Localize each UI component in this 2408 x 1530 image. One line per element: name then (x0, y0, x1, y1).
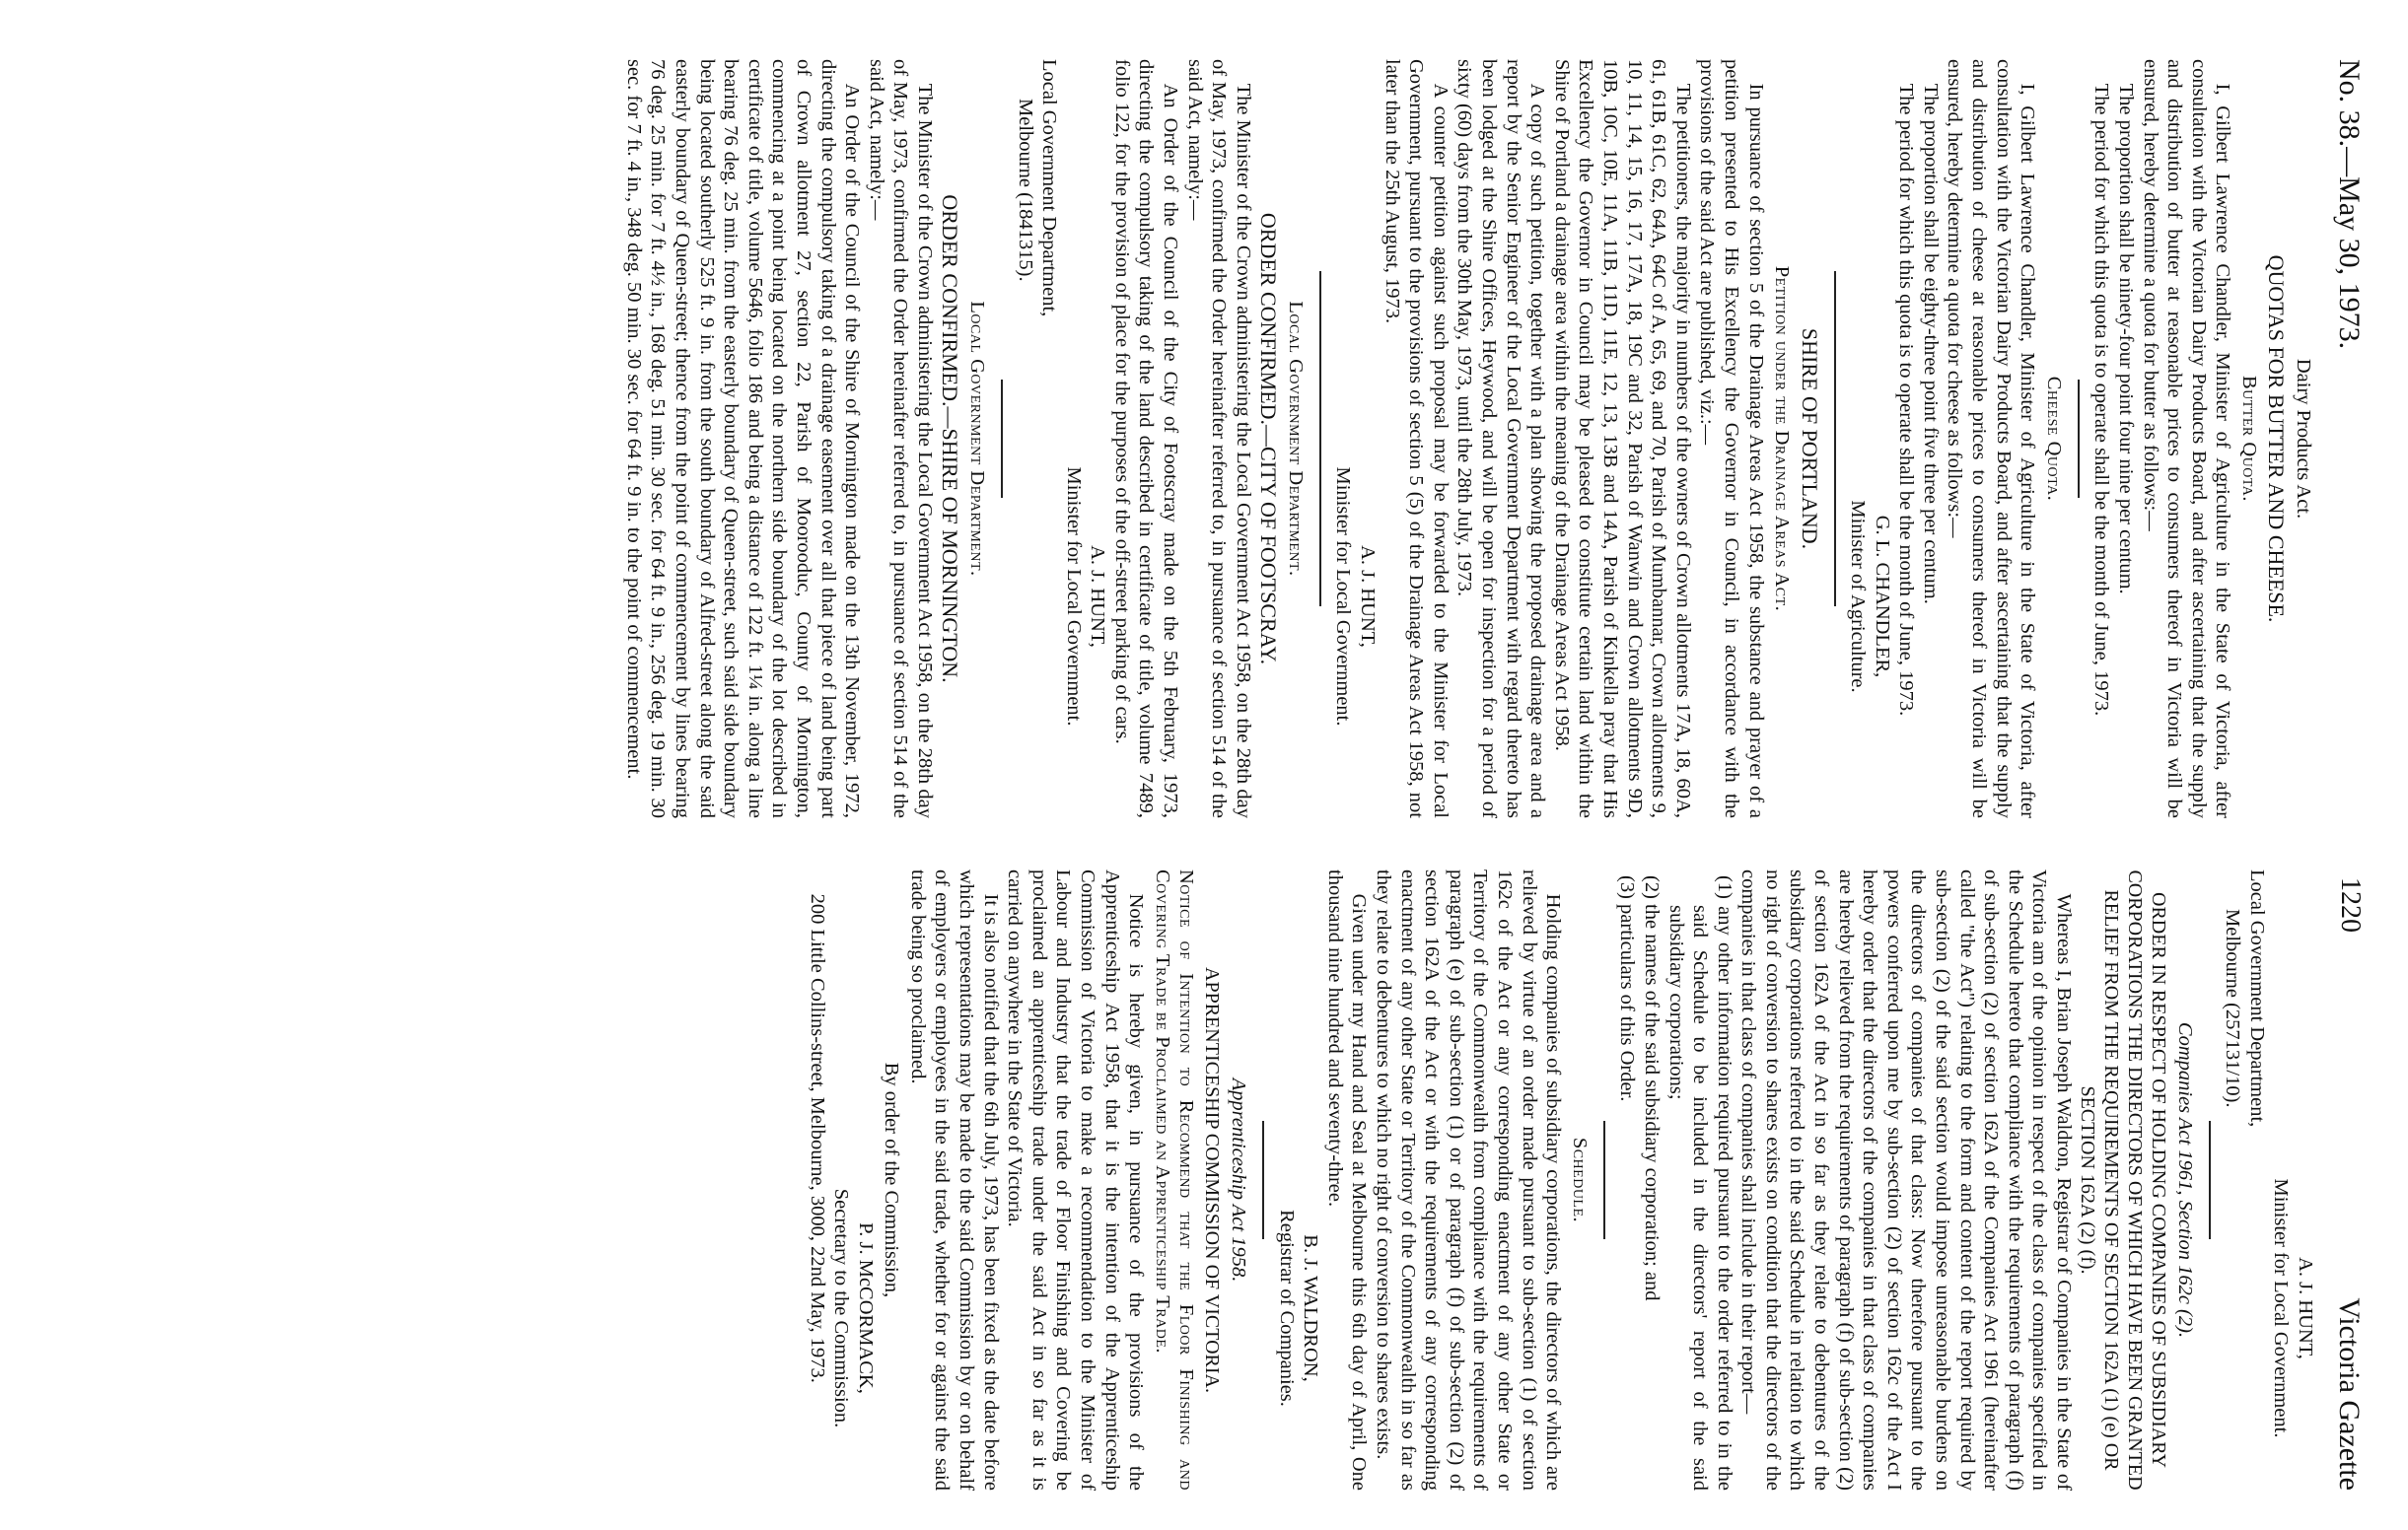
issue-date: No. 38.—May 30, 1973. (2333, 59, 2366, 350)
butter-period: The period for which this quota is to operate shall be the month of June, 1973. (2090, 83, 2113, 717)
mornington-office-ref: Melbourne (257131/10). (2222, 909, 2244, 1108)
cheese-period: The period for which this quota is to operate shall be the month of June, 1973. (1895, 83, 1918, 717)
companies-signatory-title: Registrar of Companies. (1275, 1210, 1298, 1407)
mornington-signatory: A. J. HUNT, (2295, 1257, 2316, 1359)
apprenticeship-signatory: P. J. McCORMACK, (854, 1222, 877, 1394)
mornington-p2: An Order of the Council of the Shire of Mornington made on the 13th November, 1972, directing the compulsory taking of a drainage easement over all that piece of land being part of Crown allotment 27, section 22, Parish of Moorooduc, County of Mornington, commencing at a point being located on the northern side boundary of the lot described in certificate of title, volume 5646, folio 186 and being a distance of 122 ft. 1¼ in. along a line bearing 76 deg. 25 min. from the easterly boundary of Queen-street, such said side boundary being located southerly 525 ft. 9 in. from the south boundary of Alfred-street along the said easterly boundary of Queen-street; thence from the point of commencement by lines bearing 76 deg. 25 min. for 7 ft. 4½ in., 168 deg. 51 min. 30 sec. for 64 ft. 9 in., 256 deg. 19 min. 30 sec. for 7 ft. 4 in., 348 deg. 50 min. 30 sec. for 64 ft. 9 in. to the point of commencement. (622, 59, 864, 818)
apprenticeship-address: 200 Little Collins-street, Melbourne, 3000, 22nd May, 1973. (806, 893, 828, 1383)
footscray-dept: Local Government Department. (1284, 301, 1307, 577)
footscray-title: ORDER CONFIRMED.—CITY OF FOOTSCRAY. (1256, 212, 1282, 665)
mornington-title: ORDER CONFIRMED.—SHIRE OF MORNINGTON. (938, 194, 963, 683)
divider (1603, 1121, 1605, 1239)
page-number: 1220 (2335, 877, 2366, 933)
divider (1262, 1121, 1264, 1239)
footscray-signatory: A. J. HUNT, (1087, 545, 1109, 648)
portland-title: SHIRE OF PORTLAND. (1797, 327, 1822, 550)
portland-p1: In pursuance of section 5 of the Drainage Areas Act 1958, the substance and prayer of a petition presented to His Excellency the Governor in Council, in accordance with the provisions of the said Act are published, viz.:— (1696, 59, 1767, 818)
dairy-title: QUOTAS FOR BUTTER AND CHEESE. (2264, 254, 2290, 623)
right-column (805, 869, 2317, 1491)
butter-heading: Butter Quota. (2238, 375, 2261, 503)
divider (2078, 380, 2080, 498)
portland-p4: A counter petition against such proposal may be forwarded to the Minister for Local Government, pursuant to the provisions of section 5 (5) of the Drainage Areas Act 1958, not later than the 25th August, 1973. (1381, 59, 1452, 818)
left-column (621, 59, 2317, 818)
apprenticeship-by-order: By order of the Commission, (881, 1062, 903, 1298)
page-header (2325, 59, 2367, 1491)
schedule-heading: Schedule. (1568, 1137, 1591, 1223)
companies-item-1: (1) any other information required pursuant to the order referred to in the said Schedule to be included in the directors' report of the said subsidiary corporations; (1664, 875, 1735, 1491)
companies-title: ORDER IN RESPECT OF HOLDING COMPANIES OF SUBSIDIARY CORPORATIONS THE DIRECTORS OF WHICH HAVE BEEN GRANTED RELIEF FROM THE REQUIREMENTS OF SECTION 162A (1) (e) OR SECTION 162A (2) (f). (2077, 869, 2170, 1491)
divider (1834, 271, 1836, 606)
portland-signatory: A. J. HUNT, (1357, 545, 1380, 648)
portland-subtitle: Petition under the Drainage Areas Act. (1771, 265, 1794, 612)
portland-p2: The petitioners, the majority in numbers of the owners of Crown allotments 17A, 18, 60A, 61, 61B, 61C, 62, 64A, 64C of A, 65, 69, and 70, Parish of Mumbannar, Crown allotments 9, 10, 11, 14, 15, 16, 17, 17A, 18, 19C and 32, Parish of Wanwin and Crown allotments 9D, 10B, 10C, 10E, 11A, 11B, 11D, 11E, 12, 13, 13B and 14A, Parish of Kinkella pray that His Excellency the Governor in Council may be pleased to constitute certain land within the Shire of Portland a drainage area within the meaning of the Drainage Areas Act 1958. (1550, 59, 1694, 818)
cheese-body: I, Gilbert Lawrence Chandler, Minister of Agriculture in the State of Victoria, after consultation with the Victorian Dairy Products Board, and after ascertaining that the supply and distribution of cheese at reasonable prices to consumers thereof in Victoria will be ensured, hereby determine a quota for cheese as follows:— (1944, 59, 2039, 818)
butter-proportion: The proportion shall be ninety-four point four nine per centum. (2115, 83, 2138, 594)
divider (1319, 271, 1321, 606)
publication-title: Victoria Gazette (2333, 1297, 2366, 1491)
divider (2209, 1121, 2211, 1239)
dairy-signatory-title: Minister of Agriculture. (1847, 500, 1870, 693)
companies-signatory: B. J. WALDRON, (1300, 1234, 1322, 1382)
divider (1001, 380, 1003, 498)
apprenticeship-subtitle: Notice of Intention to Recommend that the Floor Finishing and Covering Trade be Proclaimed an Apprenticeship Trade. (1151, 869, 1198, 1491)
apprenticeship-signatory-title: Secretary to the Commission. (830, 1188, 853, 1428)
companies-p1: Whereas I, Brian Joseph Waldron, Registrar of Companies in the State of Victoria am of the opinion in respect of the class of companies specified in the Schedule hereto that compliance with the requirements of paragraph (f) of sub-section (2) of section 162A of the Companies Act 1961 (hereinafter called "the Act") relating to the form and content of the report required by sub-section (2) of the said section would impose unreasonable burdens on the directors of companies of that class: Now therefore pursuant to the powers conferred upon me by sub-section (2) of section 162c of the Act I hereby order that the directors of the companies in that class of companies are hereby relieved from the requirements of paragraph (f) of sub-section (2) of section 162A of the Act in so far as they relate to debentures of the subsidiary corporations referred to in the said Schedule in relation to which no right of conversion to shares exists on condition that the directors of the companies in that class of companies shall include in their report— (1737, 869, 2076, 1491)
butter-body: I, Gilbert Lawrence Chandler, Minister of Agriculture in the State of Victoria, after consultation with the Victorian Dairy Products Board, and after ascertaining that the supply and distribution of butter at reasonable prices to consumers thereof in Victoria will be ensured, hereby determine a quota for butter as follows:— (2139, 59, 2234, 818)
mornington-p1: The Minister of the Crown administering the Local Government Act 1958, on the 28th day of May, 1973, confirmed the Order hereinafter referred to, in pursuance of section 514 of the said Act, namely:— (865, 59, 936, 818)
footscray-p1: The Minister of the Crown administering the Local Government Act 1958, on the 28th day of May, 1973, confirmed the Order hereinafter referred to, in pursuance of section 514 of the said Act, namely:— (1183, 59, 1254, 818)
apprenticeship-p2: It is also notified that the 6th July, 1973, has been fixed as the date before which representations may be made to the said Commission by or on behalf of employers or employees in the said trade, whether for or against the said trade being so proclaimed. (906, 869, 1002, 1491)
mornington-signatory-title: Minister for Local Government. (2270, 1178, 2293, 1438)
cheese-proportion: The proportion shall be eighty-three point five three per centum. (1919, 83, 1942, 604)
mornington-office: Local Government Department, (2245, 869, 2268, 1128)
footscray-office: Local Government Department, (1038, 59, 1061, 317)
apprenticeship-act: Apprenticeship Act 1958. (1228, 1078, 1250, 1283)
dairy-signatory: G. L. CHANDLER, (1871, 515, 1893, 678)
companies-act: Companies Act 1961, Section 162c (2). (2173, 1021, 2196, 1339)
cheese-heading: Cheese Quota. (2042, 376, 2065, 502)
dairy-act: Dairy Products Act. (2293, 358, 2314, 520)
companies-given: Given under my Hand and Seal at Melbourne this 6th day of April, One thousand nine hundred and seventy-three. (1323, 869, 1371, 1491)
portland-p3: A copy of such petition, together with a plan showing the proposed drainage area and a report by the Senior Engineer of the Local Government Department with regard thereto has been lodged at the Shire Offices, Heywood, and will be open for inspection for a period of sixty (60) days from the 30th May, 1973, until the 28th July, 1973. (1453, 59, 1549, 818)
footscray-p2: An Order of the Council of the City of Footscray made on the 5th February, 1973, directing the compulsory taking of the land described in certificate of title, volume 7489, folio 122, for the provision of place for the purposes of the off-street parking of cars. (1110, 59, 1182, 818)
apprenticeship-title: APPRENTICESHIP COMMISSION OF VICTORIA. (1201, 967, 1224, 1393)
schedule-body: Holding companies of subsidiary corporations, the directors of which are relieved by virtue of an order made pursuant to sub-section (1) of section 162c of the Act or any corresponding enactment of any other State or Territory of the Commonwealth from compliance with the requirements of paragraph (e) of sub-section (1) or of paragraph (f) of sub-section (2) of section 162A of the Act or with the requirements of any corresponding enactment of any other State or Territory of the Commonwealth in so far as they relate to debentures to which no right of conversion to shares exists. (1373, 869, 1565, 1491)
portland-signatory-title: Minister for Local Government. (1332, 466, 1355, 727)
companies-item-3: (3) particulars of this Order. (1616, 875, 1639, 1102)
apprenticeship-p1: Notice is hereby given, in pursuance of the provisions of the Apprenticeship Act 1958, that it is the intention of the Apprenticeship Commission of Victoria to make a recommendation to the Minister of Labour and Industry that the trade of Floor Finishing and Covering be proclaimed an apprenticeship trade under the said Act in so far as it is carried on anywhere in the State of Victoria. (1004, 869, 1148, 1491)
companies-item-2: (2) the names of the said subsidiary corporation; and (1640, 875, 1663, 1301)
mornington-dept: Local Government Department. (965, 301, 988, 577)
footscray-office-ref: Melbourne (1841315). (1014, 99, 1036, 282)
footscray-signatory-title: Minister for Local Government. (1062, 466, 1085, 727)
